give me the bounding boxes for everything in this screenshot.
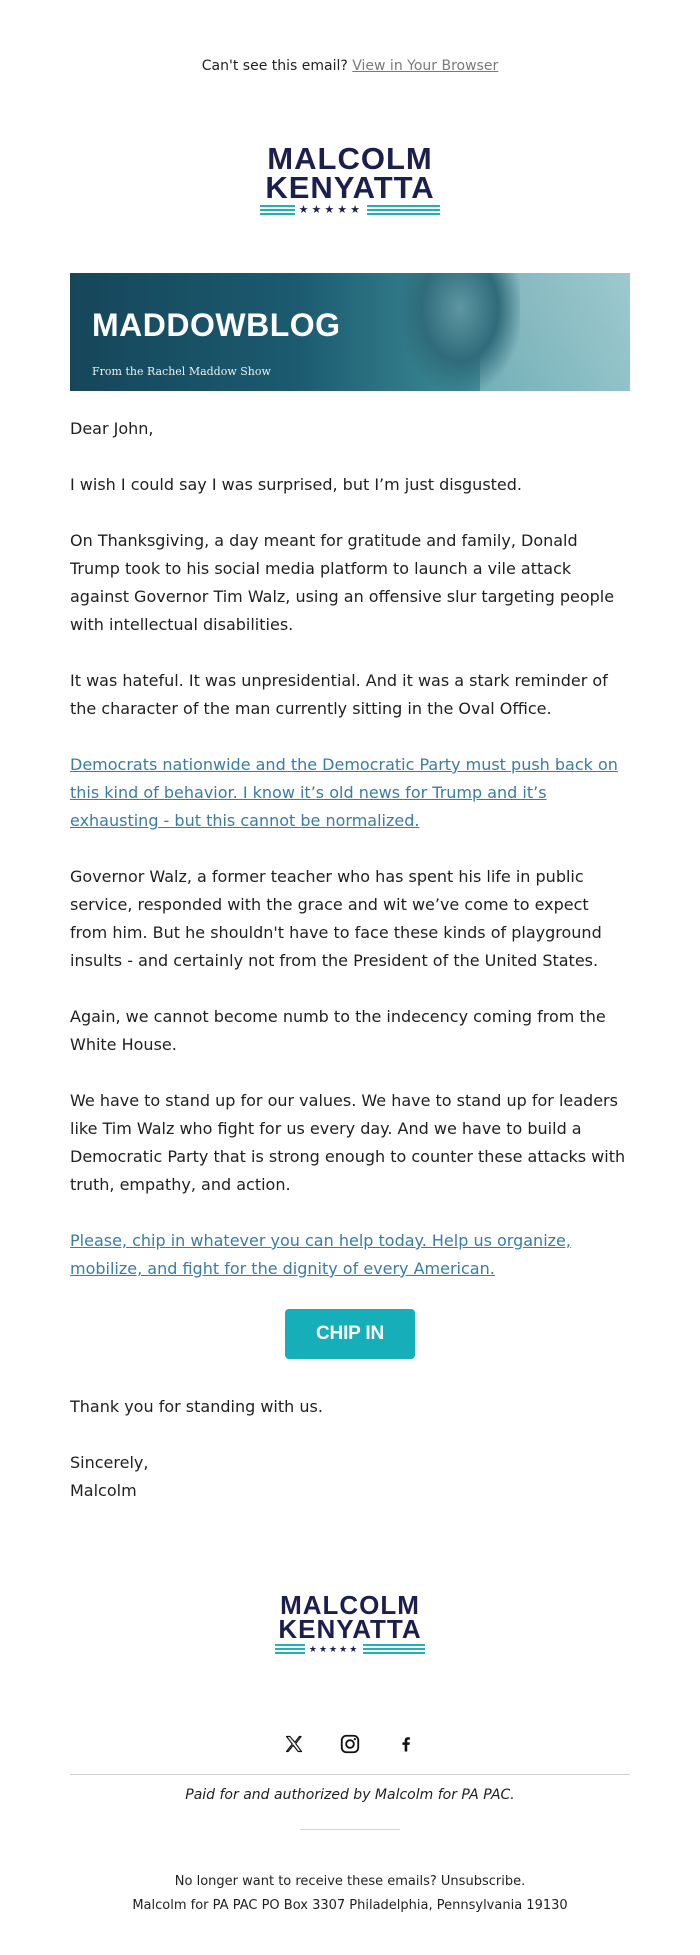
banner-person-image <box>400 273 520 391</box>
closing-text: Sincerely, <box>70 1453 149 1472</box>
footer-logo-line2: KENYATTA <box>278 1614 422 1644</box>
paragraph-6: We have to stand up for our values. We have to stand up for leaders like Tim Walz who fight for us every day. And we have to build a Democratic Party that is strong enough to counter these attacks with truth, empathy, and action. <box>70 1091 626 1194</box>
footer-stripes-right <box>363 1644 425 1654</box>
footer-logo-stars: ★★★★★ <box>308 1643 360 1654</box>
logo-line2: KENYATTA <box>265 170 435 205</box>
view-in-browser-link[interactable]: View in Your Browser <box>352 58 499 74</box>
logo-stars: ★★★★★ <box>298 204 363 216</box>
greeting: Dear John, <box>70 419 154 438</box>
paragraph-2: On Thanksgiving, a day meant for gratitude and family, Donald Trump took to his social media platform to launch a vile attack against Governor Tim Walz, using an offensive slur targeting people with intellectual disabilities. <box>70 531 615 634</box>
maddowblog-banner[interactable] <box>70 273 630 391</box>
facebook-icon[interactable] <box>394 1732 418 1756</box>
footer-stripes-left <box>275 1644 305 1654</box>
browser-view-bar <box>70 0 630 80</box>
cant-see-text: Can't see this email? <box>201 58 348 74</box>
logo-stripes-right <box>367 205 440 215</box>
banner-title: MADDOWBLOG <box>92 307 341 343</box>
short-divider <box>300 1829 400 1830</box>
paragraph-3: It was hateful. It was unpresidential. And it was a stark reminder of the character of the man currently sitting in the Oval Office. <box>70 671 608 718</box>
signoff <box>70 1393 630 1505</box>
link-paragraph-2 <box>70 1227 630 1283</box>
logo-line1: MALCOLM <box>267 141 433 176</box>
logo-stripes-left <box>260 205 295 215</box>
footer-divider <box>70 1774 630 1775</box>
x-icon[interactable] <box>282 1732 306 1756</box>
cta-container <box>70 1309 630 1359</box>
chip-in-link[interactable]: Please, chip in whatever you can help today. Help us organize, mobilize, and fight for the dignity of every American. <box>70 1231 571 1278</box>
logo-stars-row <box>260 205 440 215</box>
email-body <box>70 415 630 1283</box>
footer-logo <box>275 1590 425 1654</box>
unsubscribe-link[interactable]: Unsubscribe. <box>440 1874 526 1889</box>
social-links <box>70 1732 630 1756</box>
push-back-link[interactable]: Democrats nationwide and the Democratic Party must push back on this kind of behavior. I know it’s old news for Trump and it’s exhausting - but this cannot be normalized. <box>70 755 618 830</box>
email-container <box>70 0 630 1918</box>
thanks-text: Thank you for standing with us. <box>70 1397 323 1416</box>
link-paragraph-1 <box>70 751 630 835</box>
paragraph-5: Again, we cannot become numb to the indecency coming from the White House. <box>70 1007 606 1054</box>
unsubscribe-prompt: No longer want to receive these emails? <box>174 1874 437 1889</box>
paragraph-1: I wish I could say I was surprised, but I’m just disgusted. <box>70 475 523 494</box>
instagram-icon[interactable] <box>338 1732 362 1756</box>
header-logo <box>260 141 440 216</box>
banner-subtitle: From the Rachel Maddow Show <box>92 365 271 378</box>
paid-for-disclaimer: Paid for and authorized by Malcolm for PA PAC. <box>185 1787 515 1803</box>
mailing-address: Malcolm for PA PAC PO Box 3307 Philadelphia, Pennsylvania 19130 <box>132 1898 568 1913</box>
signature-name: Malcolm <box>70 1481 137 1500</box>
footer-info <box>70 1870 630 1918</box>
paragraph-4: Governor Walz, a former teacher who has spent his life in public service, responded with the grace and wit we’ve come to expect from him. But he shouldn't have to face these kinds of playground insults - and certainly not from the President of the United States. <box>70 867 602 970</box>
footer-logo-stars-row <box>275 1644 425 1654</box>
unsubscribe-line <box>70 1870 630 1894</box>
chip-in-button[interactable]: CHIP IN <box>285 1309 415 1359</box>
footer-logo-line1: MALCOLM <box>280 1590 420 1620</box>
